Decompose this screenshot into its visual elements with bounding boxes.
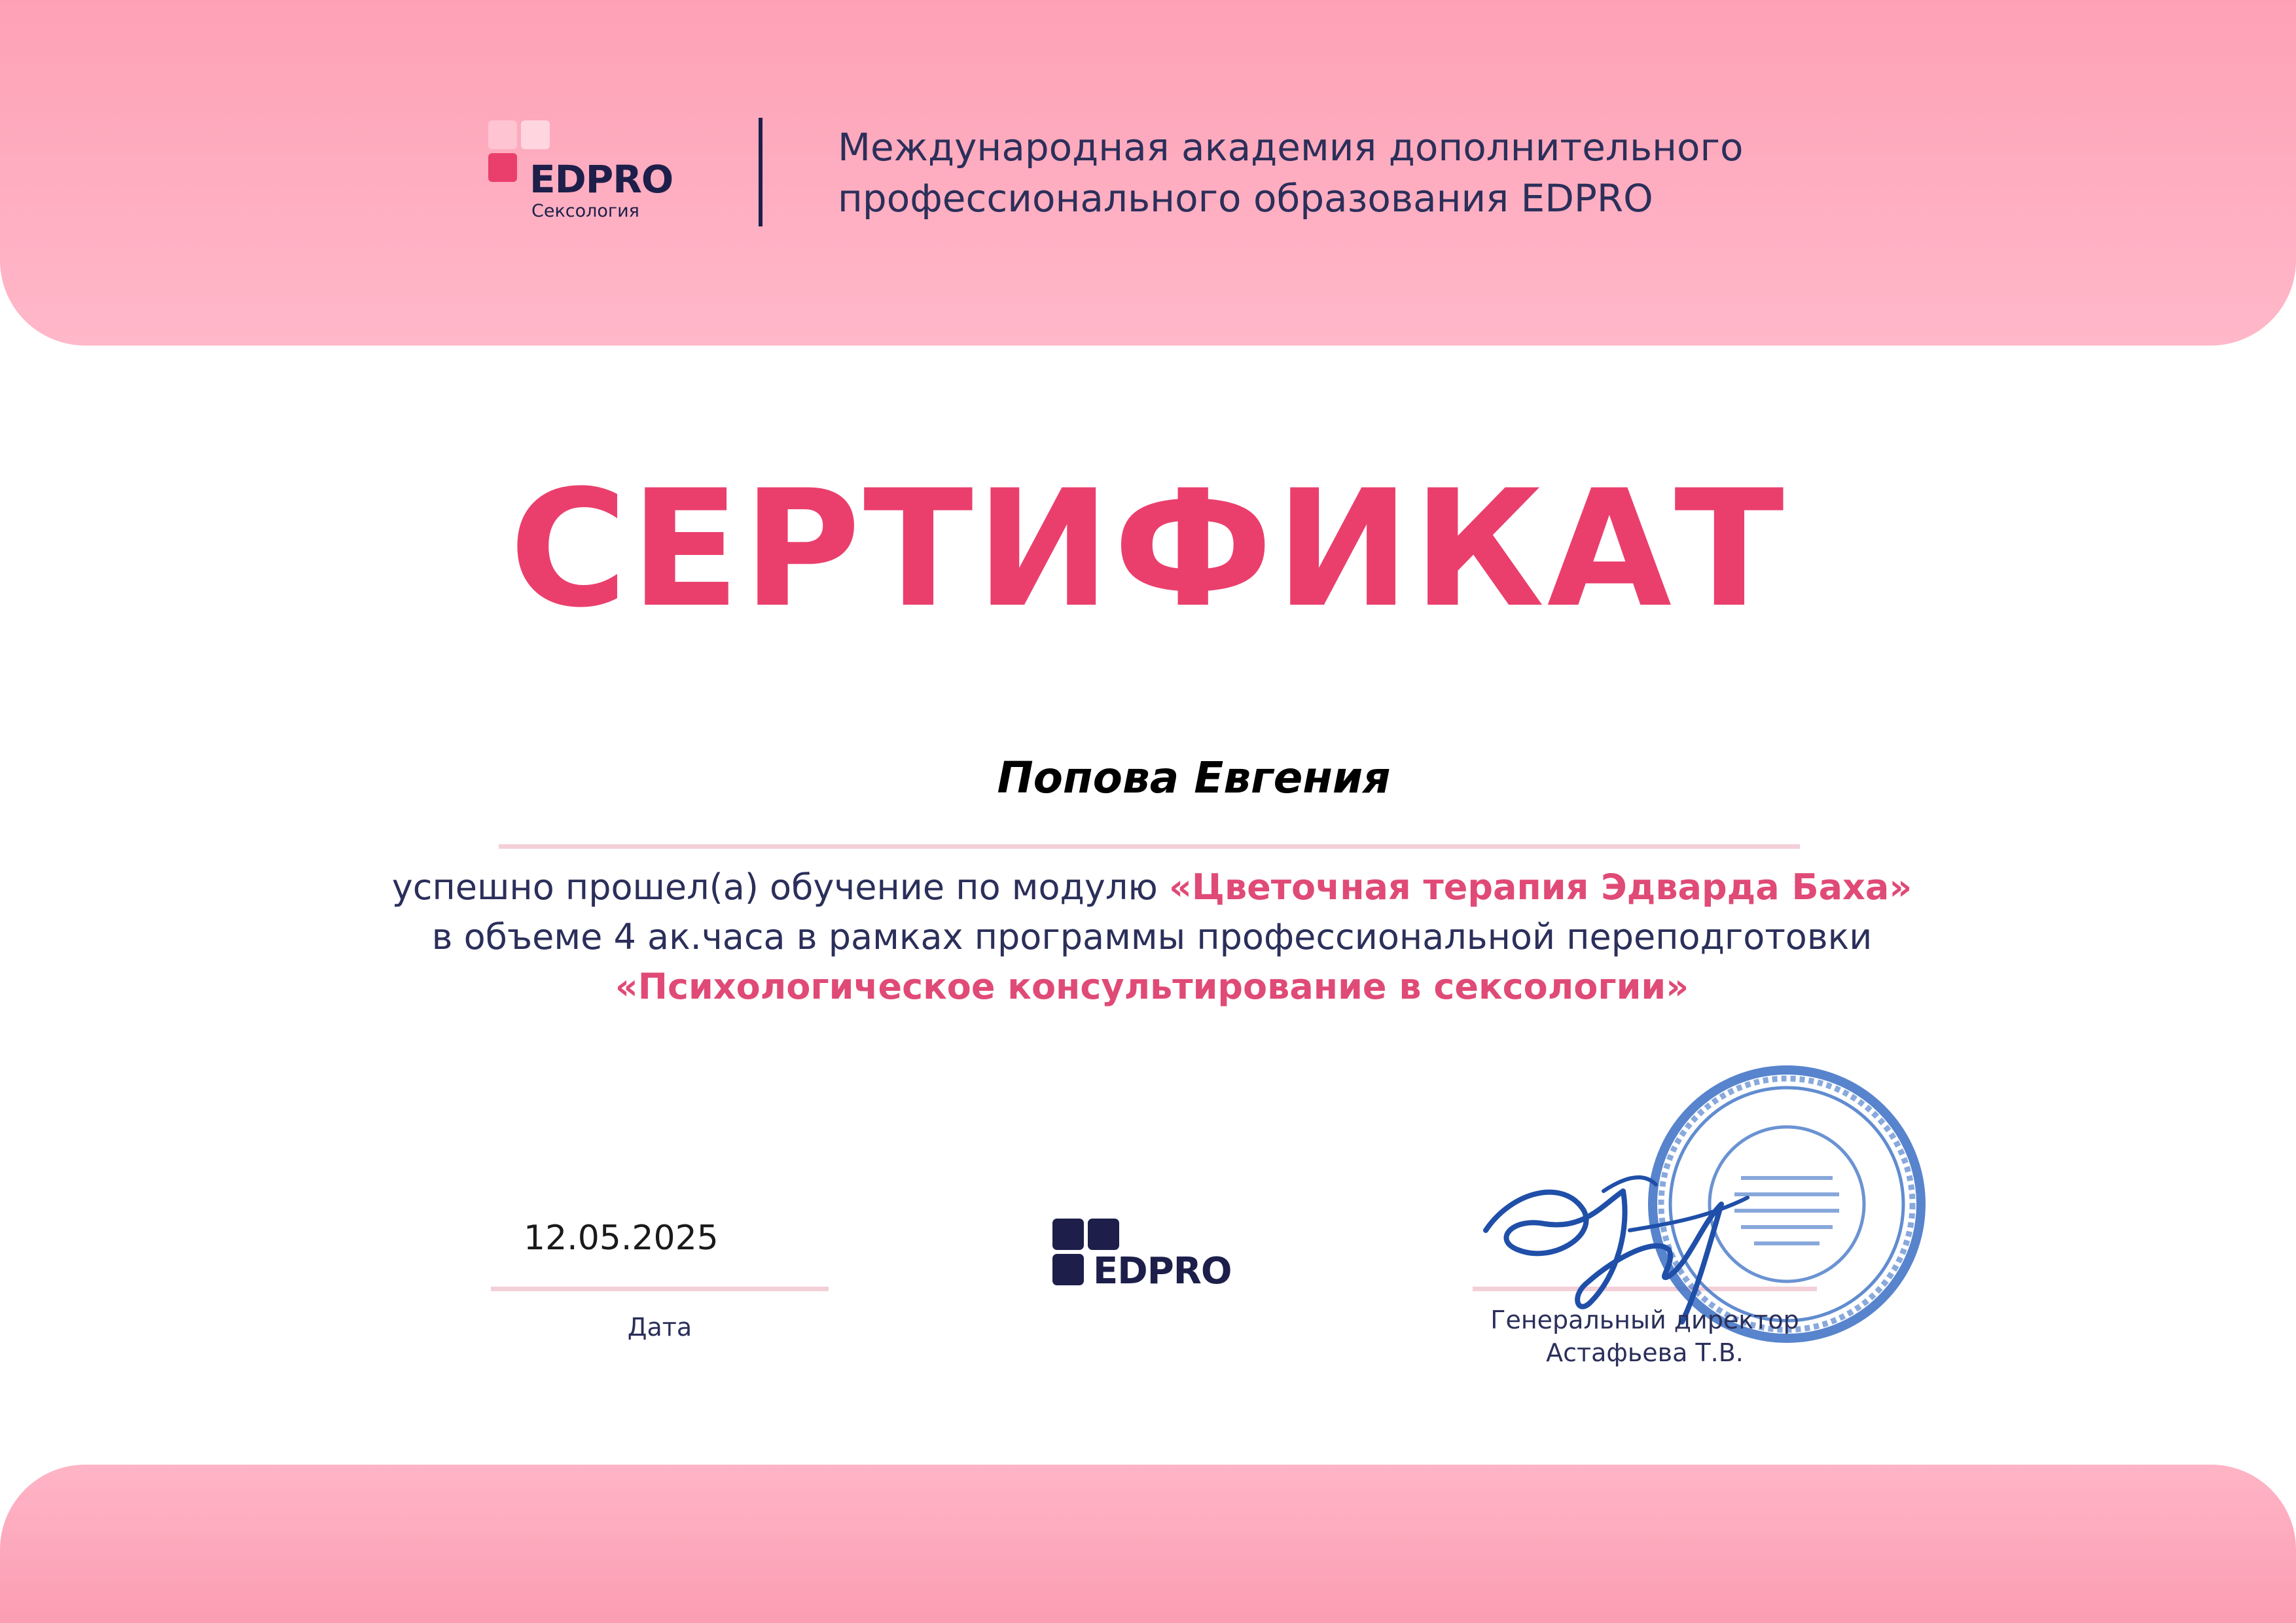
- footer-band: [0, 1465, 2296, 1623]
- edpro-center-logo: [1051, 1217, 1247, 1293]
- body-line-2: в объеме 4 ак.часа в рамках программы профессиональной переподготовки: [431, 916, 1873, 957]
- recipient-name: Попова Евгения: [997, 753, 1391, 803]
- date-label: Дата: [627, 1313, 692, 1342]
- logo-brand-text: EDPRO: [529, 157, 673, 202]
- certificate-body: [367, 863, 1937, 1012]
- center-logo-text: EDPRO: [1093, 1250, 1232, 1293]
- name-underline: [499, 844, 1800, 849]
- academy-name: [838, 122, 1820, 224]
- director-block: [1473, 1304, 1817, 1369]
- header-divider: [759, 118, 762, 226]
- issue-date: 12.05.2025: [524, 1219, 719, 1258]
- program-name: «Психологическое консультирование в сексологии»: [615, 966, 1689, 1007]
- logo-subtitle: Сексология: [531, 201, 639, 221]
- director-title: Генеральный директор: [1490, 1306, 1799, 1334]
- module-name: «Цветочная терапия Эдварда Баха»: [1168, 866, 1912, 908]
- body-line-1-prefix: успешно прошел(а) обучение по модулю: [391, 866, 1169, 908]
- edpro-sexology-logo: [487, 119, 690, 224]
- academy-line-2: профессионального образования EDPRO: [838, 176, 1653, 221]
- academy-line-1: Международная академия дополнительного: [838, 125, 1744, 169]
- director-name: Астафьева Т.В.: [1546, 1338, 1744, 1367]
- body-line-1: [367, 863, 1937, 912]
- certificate-title: СЕРТИФИКАТ: [509, 456, 1787, 643]
- date-underline: [491, 1287, 829, 1291]
